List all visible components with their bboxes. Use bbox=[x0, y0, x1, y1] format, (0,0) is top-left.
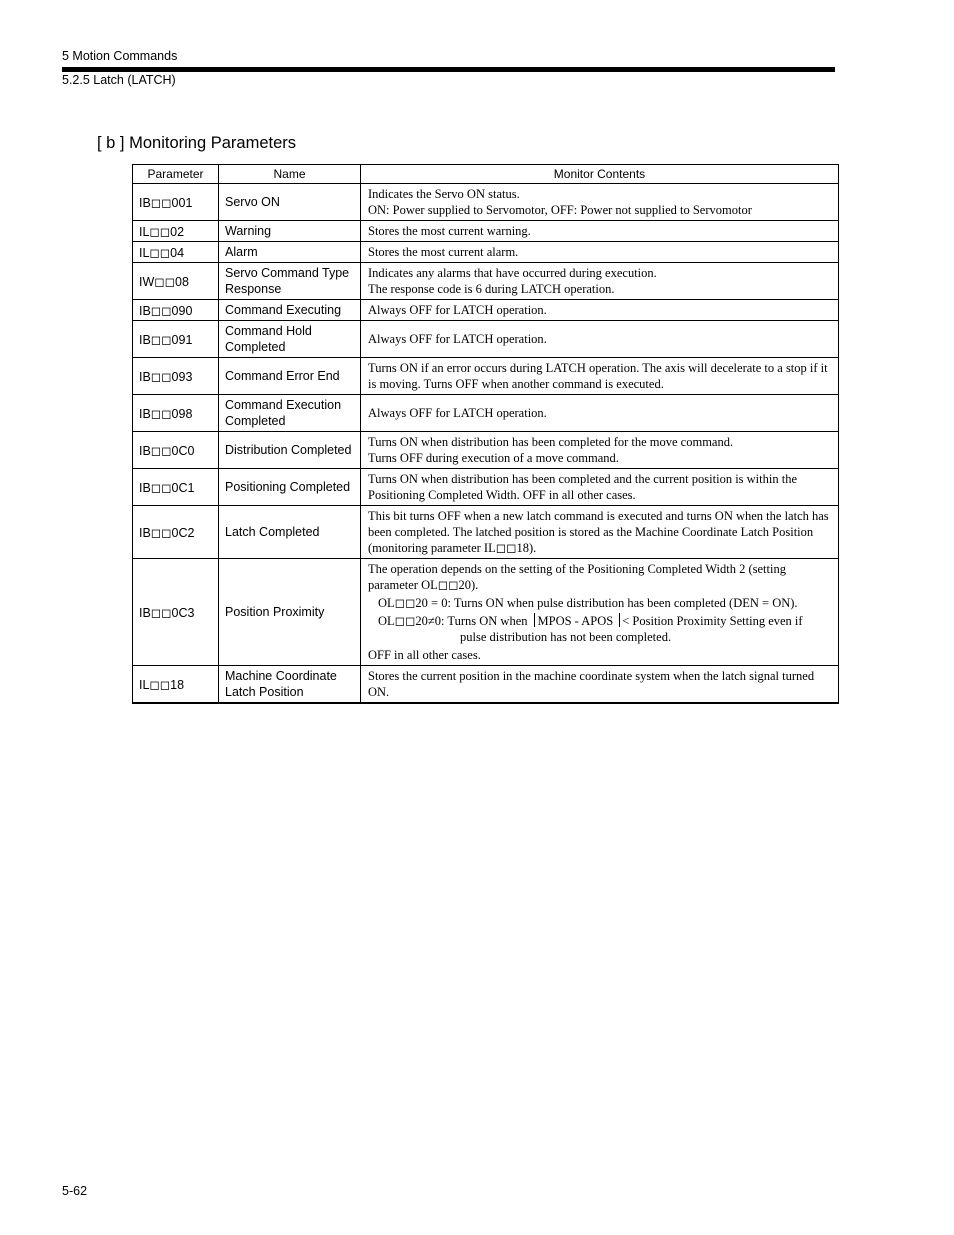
contents-line: Indicates the Servo ON status. bbox=[368, 187, 520, 201]
parameter-code: IB◻◻0C1 bbox=[133, 469, 219, 506]
monitor-contents bbox=[361, 221, 839, 242]
contents-line: Stores the current position in the machine coordinate system when the latch signal turned ON. bbox=[368, 669, 815, 699]
table-row bbox=[133, 666, 839, 704]
page-number: 5-62 bbox=[62, 1184, 88, 1198]
parameter-name: Warning bbox=[219, 221, 361, 242]
parameter-code: IB◻◻090 bbox=[133, 300, 219, 321]
contents-case-zero: OL◻◻20 = 0: Turns ON when pulse distribution has been completed (DEN = ON). bbox=[378, 596, 798, 610]
table-row bbox=[133, 358, 839, 395]
table-row bbox=[133, 559, 839, 666]
parameter-code: IB◻◻093 bbox=[133, 358, 219, 395]
contents-case-continuation: pulse distribution has not been completed. bbox=[460, 630, 672, 644]
contents-line: Indicates any alarms that have occurred during execution. bbox=[368, 266, 657, 280]
monitor-contents bbox=[361, 432, 839, 469]
parameter-name: Servo Command Type Response bbox=[219, 263, 361, 300]
contents-line: Stores the most current alarm. bbox=[368, 245, 519, 259]
section-title: [ b ] Monitoring Parameters bbox=[97, 134, 296, 152]
section-header: 5.2.5 Latch (LATCH) bbox=[62, 73, 176, 87]
contents-line: Stores the most current warning. bbox=[368, 224, 531, 238]
contents-line: Turns ON if an error occurs during LATCH operation. The axis will decelerate to a stop if it is moving. Turns OFF when another command is executed. bbox=[368, 361, 828, 391]
parameter-name: Latch Completed bbox=[219, 506, 361, 559]
parameter-code: IL◻◻02 bbox=[133, 221, 219, 242]
parameter-code: IB◻◻0C3 bbox=[133, 559, 219, 666]
abs-bar-left bbox=[534, 613, 535, 627]
parameter-code: IB◻◻098 bbox=[133, 395, 219, 432]
parameter-code: IL◻◻18 bbox=[133, 666, 219, 704]
parameter-name: Positioning Completed bbox=[219, 469, 361, 506]
abs-bar-right bbox=[619, 613, 620, 627]
contents-case-nonzero bbox=[368, 613, 831, 629]
parameter-code: IB◻◻0C0 bbox=[133, 432, 219, 469]
contents-line: Turns OFF during execution of a move command. bbox=[368, 451, 619, 465]
header-rule bbox=[62, 67, 835, 72]
parameter-code: IL◻◻04 bbox=[133, 242, 219, 263]
contents-line: Turns ON when distribution has been completed and the current position is within the Positioning Completed Width. OFF in all other cases. bbox=[368, 472, 797, 502]
parameter-name: Command Execution Completed bbox=[219, 395, 361, 432]
column-header-name: Name bbox=[219, 165, 361, 184]
case-nonzero-expression: MPOS - APOS bbox=[537, 614, 614, 628]
parameter-name: Machine Coordinate Latch Position bbox=[219, 666, 361, 704]
monitor-contents bbox=[361, 395, 839, 432]
chapter-header: 5 Motion Commands bbox=[62, 49, 178, 63]
monitor-contents bbox=[361, 184, 839, 221]
monitoring-parameters-table bbox=[132, 164, 839, 704]
parameter-name: Alarm bbox=[219, 242, 361, 263]
parameter-code: IB◻◻0C2 bbox=[133, 506, 219, 559]
monitor-contents bbox=[361, 321, 839, 358]
table-row bbox=[133, 395, 839, 432]
parameter-name: Command Hold Completed bbox=[219, 321, 361, 358]
contents-line: Turns ON when distribution has been completed for the move command. bbox=[368, 435, 734, 449]
contents-line: Always OFF for LATCH operation. bbox=[368, 406, 547, 420]
column-header-monitor-contents: Monitor Contents bbox=[361, 165, 839, 184]
parameter-name: Position Proximity bbox=[219, 559, 361, 666]
case-nonzero-condition: < Position Proximity Setting even if bbox=[622, 614, 803, 628]
monitor-contents bbox=[361, 469, 839, 506]
table-row bbox=[133, 432, 839, 469]
contents-outro: OFF in all other cases. bbox=[368, 648, 481, 662]
table-row bbox=[133, 469, 839, 506]
contents-line: The response code is 6 during LATCH operation. bbox=[368, 282, 615, 296]
parameter-name: Distribution Completed bbox=[219, 432, 361, 469]
parameter-name: Command Error End bbox=[219, 358, 361, 395]
monitor-contents bbox=[361, 506, 839, 559]
column-header-parameter: Parameter bbox=[133, 165, 219, 184]
parameter-code: IB◻◻001 bbox=[133, 184, 219, 221]
table-row bbox=[133, 263, 839, 300]
table-row bbox=[133, 321, 839, 358]
parameter-name: Servo ON bbox=[219, 184, 361, 221]
contents-intro: The operation depends on the setting of the Positioning Completed Width 2 (setting parameter OL◻◻20). bbox=[368, 562, 786, 592]
contents-line: Always OFF for LATCH operation. bbox=[368, 332, 547, 346]
contents-line: This bit turns OFF when a new latch command is executed and turns ON when the latch has been completed. The latched position is stored as the Machine Coordinate Latch Position (monitoring parameter IL◻◻18). bbox=[368, 509, 829, 555]
parameter-name: Command Executing bbox=[219, 300, 361, 321]
table-row bbox=[133, 300, 839, 321]
monitor-contents bbox=[361, 242, 839, 263]
table-header-row bbox=[133, 165, 839, 184]
parameter-code: IW◻◻08 bbox=[133, 263, 219, 300]
contents-line: Always OFF for LATCH operation. bbox=[368, 303, 547, 317]
case-nonzero-lead: OL◻◻20≠0: Turns ON when bbox=[378, 614, 528, 628]
table-row bbox=[133, 184, 839, 221]
monitor-contents bbox=[361, 559, 839, 666]
parameter-code: IB◻◻091 bbox=[133, 321, 219, 358]
monitor-contents bbox=[361, 263, 839, 300]
table-row bbox=[133, 506, 839, 559]
monitor-contents bbox=[361, 666, 839, 704]
contents-line: ON: Power supplied to Servomotor, OFF: Power not supplied to Servomotor bbox=[368, 203, 752, 217]
monitor-contents bbox=[361, 358, 839, 395]
table-row bbox=[133, 242, 839, 263]
monitor-contents bbox=[361, 300, 839, 321]
table-row bbox=[133, 221, 839, 242]
